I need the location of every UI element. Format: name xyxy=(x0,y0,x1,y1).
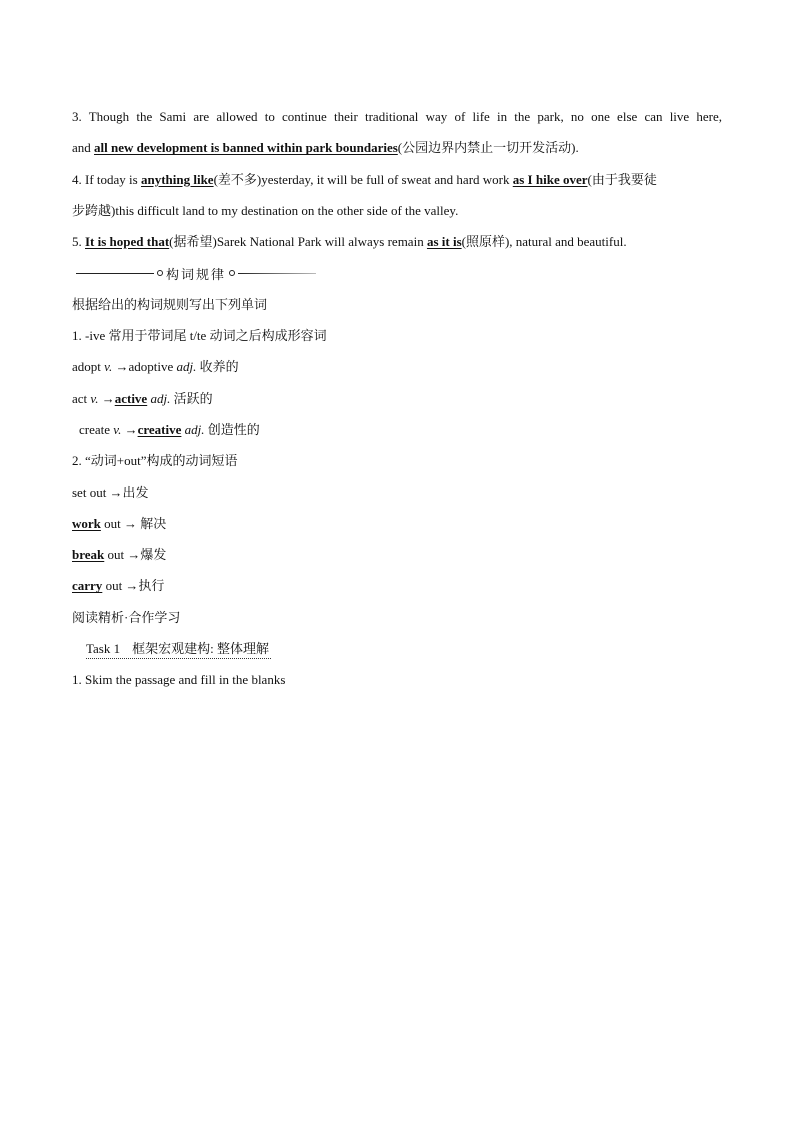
pos: adj. xyxy=(181,421,205,437)
sentence-4-line-1 xyxy=(72,164,722,195)
pos: adj. xyxy=(147,390,171,406)
content xyxy=(72,101,722,696)
derived-word: active xyxy=(114,390,148,406)
answer-word: work xyxy=(72,515,101,531)
arrow: → xyxy=(121,421,138,437)
rule-1-item xyxy=(72,351,722,382)
text: (照原样), natural and beautiful. xyxy=(461,234,627,250)
skim-instruction: 1. Skim the passage and fill in the blanks xyxy=(72,672,286,688)
rule-1-item xyxy=(72,383,722,414)
derived-word: adoptive xyxy=(128,359,177,375)
task-label xyxy=(86,640,271,659)
section-label: 构词规律 xyxy=(166,267,227,283)
phrase: out →执行 xyxy=(102,578,165,594)
rule-2-item xyxy=(72,570,722,601)
rule-2-item xyxy=(72,508,722,539)
rule-1-heading: 1. -ive 常用于带词尾 t/te 动词之后构成形容词 xyxy=(72,328,327,344)
task-title: 框架宏观建构: 整体理解 xyxy=(132,641,269,657)
base-word: create xyxy=(79,421,114,437)
sentence-3-line-1: 3. Though the Sami are allowed to continue their traditional way of life in the park, no one else can live here, xyxy=(72,109,722,124)
arrow: → xyxy=(98,390,115,406)
divider-dot-icon xyxy=(157,270,163,276)
section-title xyxy=(72,257,722,288)
answer-word: carry xyxy=(72,578,103,594)
meaning: 活跃的 xyxy=(170,390,213,406)
phrase: out →爆发 xyxy=(104,547,167,563)
divider-left xyxy=(76,273,154,274)
divider-right xyxy=(238,273,316,274)
text: and xyxy=(72,140,95,156)
arrow: → xyxy=(112,359,129,375)
sentence-5 xyxy=(72,226,722,257)
meaning: 创造性的 xyxy=(204,421,260,437)
answer-phrase: all new development is banned within park boundaries xyxy=(94,140,398,156)
base-word: adopt xyxy=(72,359,105,375)
text: (差不多)yesterday, it will be full of sweat and hard work xyxy=(213,171,513,187)
answer-phrase: anything like xyxy=(140,171,214,187)
phrase: out → 解决 xyxy=(100,515,167,531)
pos: v. xyxy=(90,390,99,406)
instructions: 根据给出的构词规则写出下列单词 xyxy=(72,296,268,312)
derived-word: creative xyxy=(137,421,182,437)
meaning: 收养的 xyxy=(196,359,239,375)
phrase: set out →出发 xyxy=(72,484,149,500)
text: 4. If today is xyxy=(72,171,141,187)
text: (公园边界内禁止一切开发活动). xyxy=(397,140,579,156)
answer-word: break xyxy=(72,547,105,563)
pos: v. xyxy=(113,421,122,437)
reading-heading: 阅读精析·合作学习 xyxy=(72,609,181,625)
pos: v. xyxy=(104,359,113,375)
base-word: act xyxy=(72,390,91,406)
text: (由于我要徒 xyxy=(587,171,657,187)
sentence-4-line-2: 步跨越)this difficult land to my destination on the other side of the valley. xyxy=(72,202,459,218)
rule-2-heading: 2. “动词+out”构成的动词短语 xyxy=(72,453,238,469)
rule-2-item xyxy=(72,477,722,508)
divider-dot-icon xyxy=(229,270,235,276)
rule-2-item xyxy=(72,539,722,570)
text: (据希望)Sarek National Park will always remain xyxy=(169,234,427,250)
sentence-3-line-2 xyxy=(72,132,722,163)
answer-phrase: as it is xyxy=(426,234,462,250)
rule-1-item xyxy=(72,414,722,445)
task-number: Task 1 xyxy=(86,641,121,657)
pos: adj. xyxy=(176,359,197,375)
text: 5. xyxy=(72,234,85,250)
answer-phrase: It is hoped that xyxy=(85,234,170,250)
task-heading xyxy=(72,633,722,664)
answer-phrase: as I hike over xyxy=(512,171,588,187)
